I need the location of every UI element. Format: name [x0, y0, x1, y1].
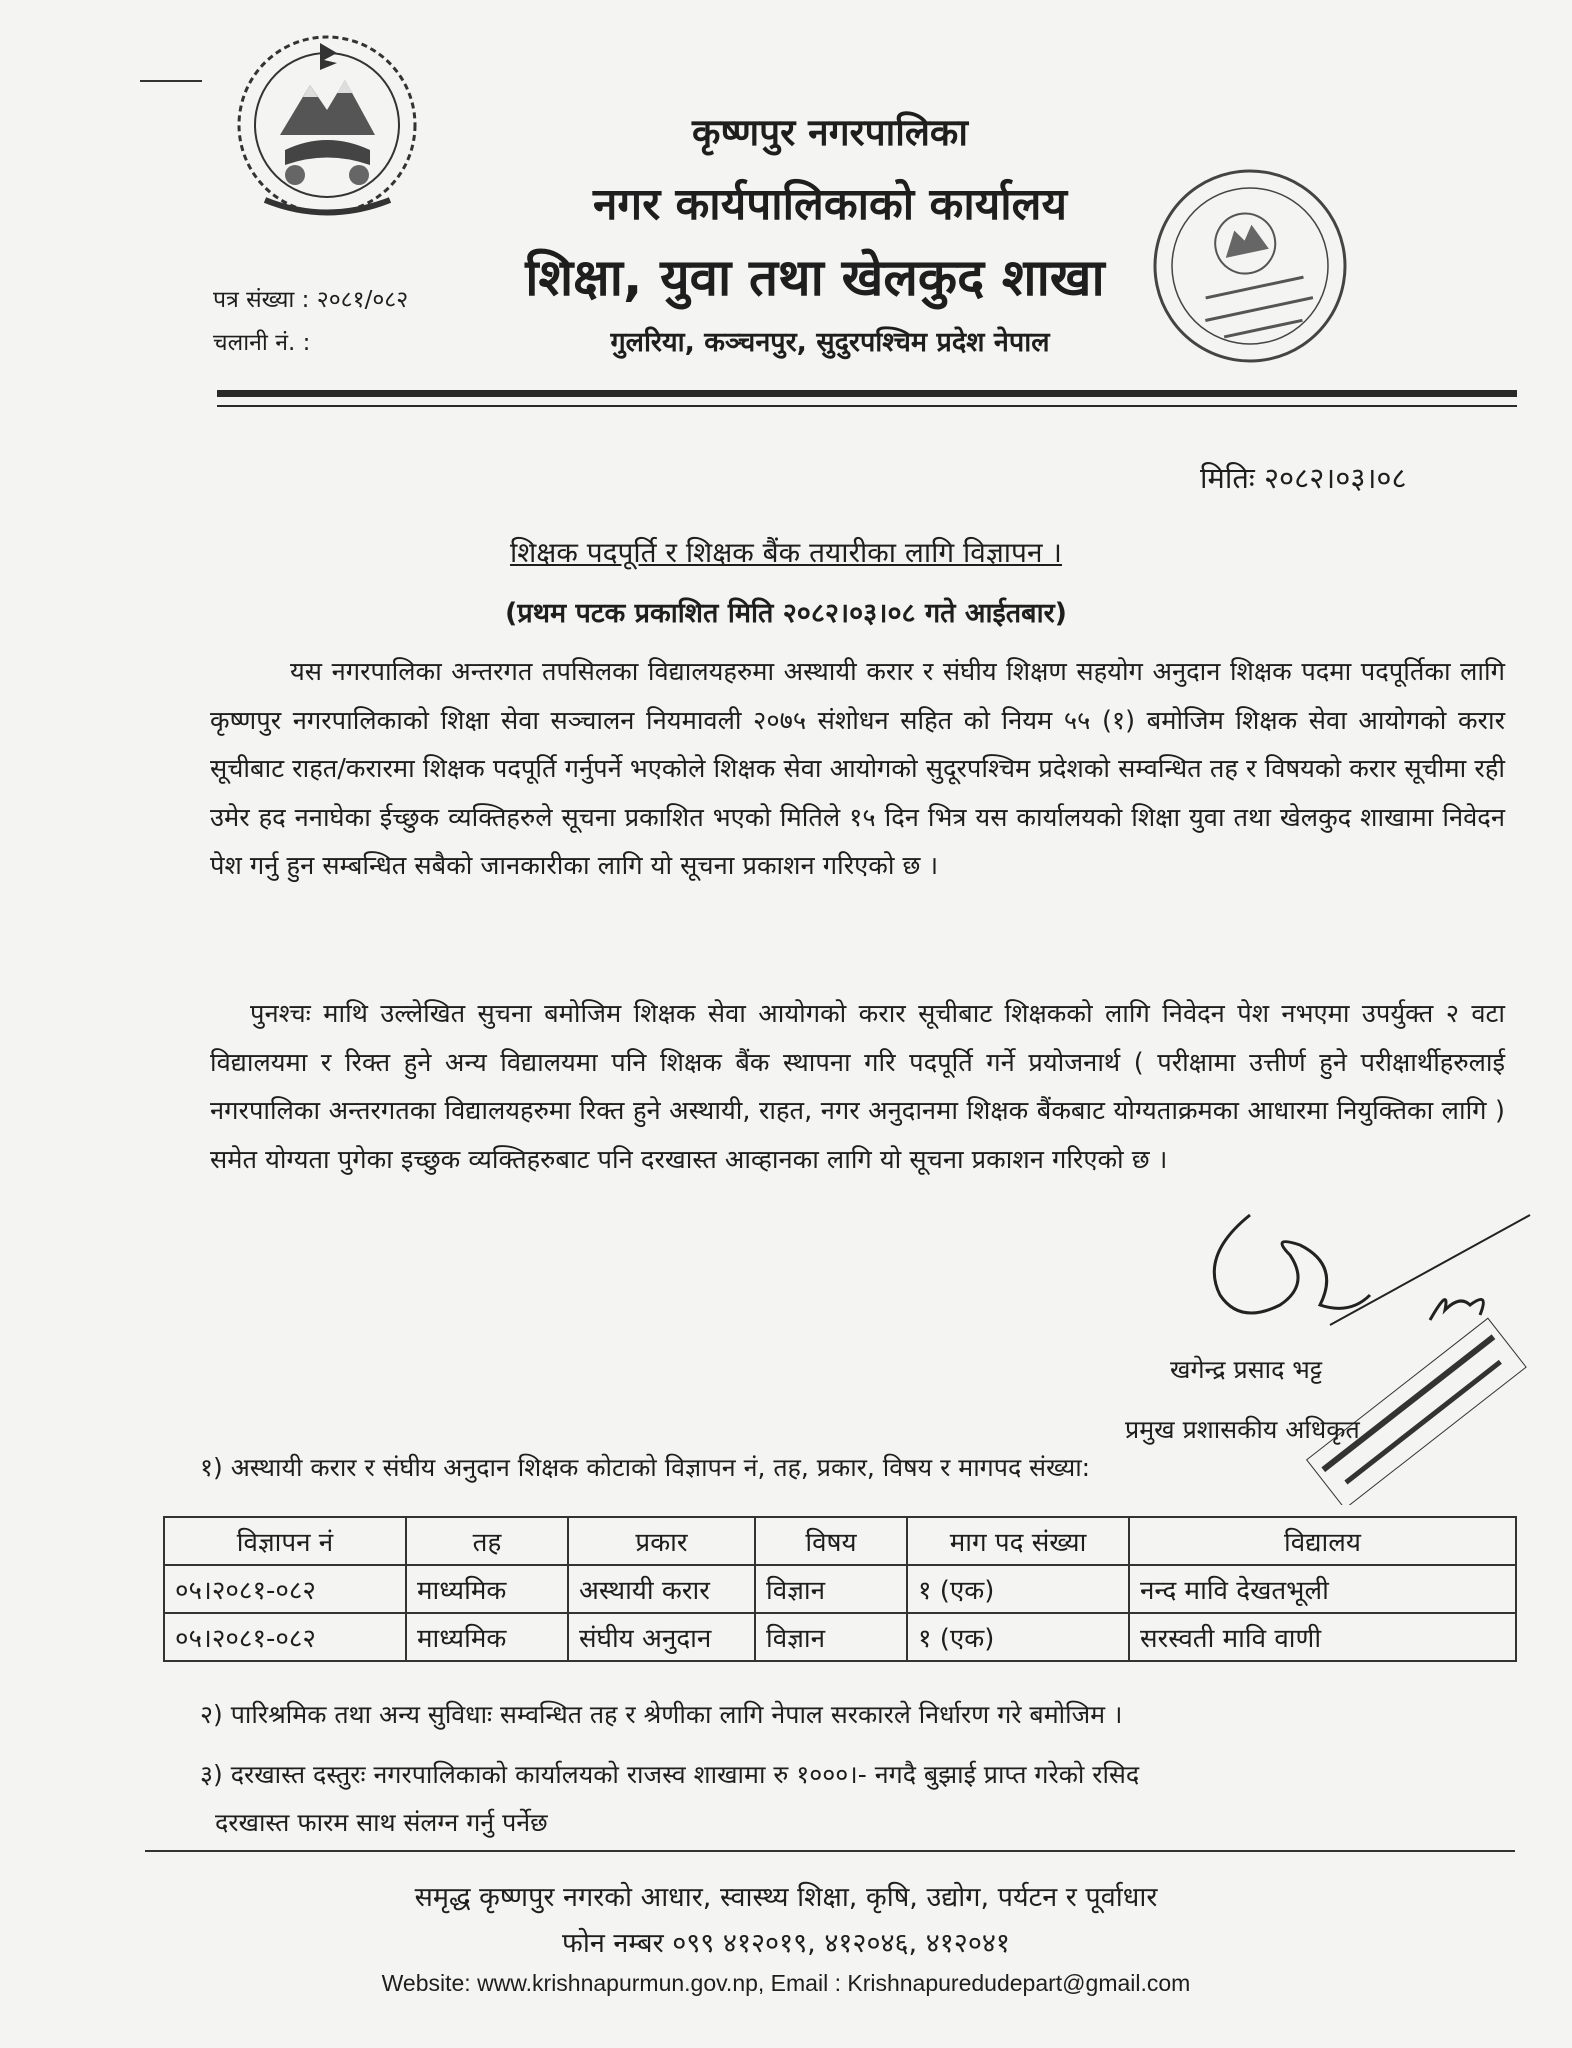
- office-seal-stamp: [1140, 148, 1360, 383]
- table-cell: नन्द मावि देखतभूली: [1129, 1565, 1516, 1613]
- table-row: [164, 1613, 1516, 1661]
- table-cell: विज्ञान: [755, 1565, 907, 1613]
- nepal-emblem-logo: [225, 25, 430, 225]
- column-header: विज्ञापन नं: [164, 1517, 406, 1565]
- footer-phone: फोन नम्बर ०९९ ४१२०१९, ४१२०४६, ४१२०४१: [562, 1928, 1010, 1959]
- notice-subtitle: (प्रथम पटक प्रकाशित मिति २०८२।०३।०८ गते आईतबार): [505, 598, 1067, 629]
- section-name: शिक्षा, युवा तथा खेलकुद शाखा: [525, 249, 1105, 308]
- table-cell: १ (एक): [907, 1613, 1129, 1661]
- office-name: नगर कार्यपालिकाको कार्यालय: [593, 179, 1067, 230]
- footer-divider: [145, 1850, 1515, 1852]
- notice-paragraph-1: यस नगरपालिका अन्तरगत तपसिलका विद्यालयहरुमा अस्थायी करार र संघीय शिक्षण सहयोग अनुदान शिक्षक पदमा पदपूर्तिका लागि कृष्णपुर नगरपालिकाको शिक्षा सेवा सञ्चालन नियमावली २०७५ संशोधन सहित को नियम ५५ (१) बमोजिम शिक्षक सेवा आयोगको करार सूचीबाट राहत/करारमा शिक्षक पदपूर्ति गर्नुपर्ने भएकोले शिक्षक सेवा आयोगको सुदूरपश्चिम प्रदेशको सम्वन्धित तह र विषयको करार सूचीमा रही उमेर हद ननाघेका ईच्छुक व्यक्तिहरुले सूचना प्रकाशित भएको मितिले १५ दिन भित्र यस कार्यालयको शिक्षा युवा तथा खेलकुद शाखामा निवेदन पेश गर्नु हुन सम्बन्धित सबैको जानकारीका लागि यो सूचना प्रकाशन गरिएको छ ।: [210, 657, 1505, 881]
- notice-date: मितिः २०८२।०३।०८: [1200, 461, 1407, 495]
- table-cell: विज्ञान: [755, 1613, 907, 1661]
- table-cell: माध्यमिक: [406, 1565, 568, 1613]
- office-address: गुलरिया, कञ्चनपुर, सुदुरपश्चिम प्रदेश नेपाल: [610, 327, 1050, 358]
- table-cell: १ (एक): [907, 1565, 1129, 1613]
- item-3-continuation: दरखास्त फारम साथ संलग्न गर्नु पर्नेछ: [215, 1808, 548, 1837]
- header-divider-thick: [217, 390, 1517, 397]
- letter-number: पत्र संख्या : २०८१/०८२: [213, 287, 409, 313]
- table-cell: संघीय अनुदान: [568, 1613, 755, 1661]
- table-cell: माध्यमिक: [406, 1613, 568, 1661]
- footer-contact: Website: www.krishnapurmun.gov.np, Email : Krishnapuredudepart@gmail.com: [381, 1970, 1191, 1996]
- notice-paragraph-2: पुनश्चः माथि उल्लेखित सुचना बमोजिम शिक्षक सेवा आयोगको करार सूचीबाट शिक्षकको लागि निवेदन पेश नभएमा उपर्युक्त २ वटा विद्यालयमा र रिक्त हुने अन्य विद्यालयमा पनि शिक्षक बैंक स्थापना गरि पदपूर्ति गर्ने प्रयोजनार्थ ( परीक्षामा उत्तीर्ण हुने परीक्षार्थीहरुलाई नगरपालिका अन्तरगतका विद्यालयहरुमा रिक्त हुने अस्थायी, राहत, नगर अनुदानमा शिक्षक बैंकबाट योग्यताक्रमका आधारमा नियुक्तिका लागि ) समेत योग्यता पुगेका इच्छुक व्यक्तिहरुबाट पनि दरखास्त आव्हानका लागि यो सूचना प्रकाशन गरिएको छ ।: [210, 999, 1505, 1175]
- table-cell: ०५।२०८१-०८२: [164, 1613, 406, 1661]
- signatory-name: खगेन्द्र प्रसाद भट्ट: [1170, 1355, 1323, 1384]
- item-2-remuneration: २) पारिश्रमिक तथा अन्य सुविधाः सम्वन्धित तह र श्रेणीका लागि नेपाल सरकारले निर्धारण गरे बमोजिम ।: [200, 1700, 1123, 1729]
- table-row: [164, 1565, 1516, 1613]
- handwritten-signature: [1190, 1195, 1550, 1505]
- municipality-name: कृष्णपुर नगरपालिका: [692, 111, 968, 154]
- table-header-row: [164, 1517, 1516, 1565]
- table-cell: अस्थायी करार: [568, 1565, 755, 1613]
- column-header: विद्यालय: [1129, 1517, 1516, 1565]
- item-1-heading: १) अस्थायी करार र संघीय अनुदान शिक्षक कोटाको विज्ञापन नं, तह, प्रकार, विषय र मागपद संख्या:: [200, 1453, 1091, 1482]
- vacancy-table: [163, 1516, 1517, 1662]
- column-header: माग पद संख्या: [907, 1517, 1129, 1565]
- dispatch-number: चलानी नं. :: [213, 330, 311, 356]
- item-3-application-fee: ३) दरखास्त दस्तुरः नगरपालिकाको कार्यालयको राजस्व शाखामा रु १०००।- नगदै बुझाई प्राप्त गरेको रसिद: [200, 1760, 1140, 1789]
- column-header: विषय: [755, 1517, 907, 1565]
- column-header: तह: [406, 1517, 568, 1565]
- footer-motto: समृद्ध कृष्णपुर नगरको आधार, स्वास्थ्य शिक्षा, कृषि, उद्योग, पर्यटन र पूर्वाधार: [414, 1882, 1158, 1913]
- header-divider-thin: [217, 405, 1517, 407]
- table-cell: ०५।२०८१-०८२: [164, 1565, 406, 1613]
- notice-title: शिक्षक पदपूर्ति र शिक्षक बैंक तयारीका लागि विज्ञापन ।: [509, 536, 1063, 569]
- edge-mark: [140, 80, 202, 82]
- column-header: प्रकार: [568, 1517, 755, 1565]
- signatory-title: प्रमुख प्रशासकीय अधिकृत: [1125, 1415, 1360, 1444]
- table-cell: सरस्वती मावि वाणी: [1129, 1613, 1516, 1661]
